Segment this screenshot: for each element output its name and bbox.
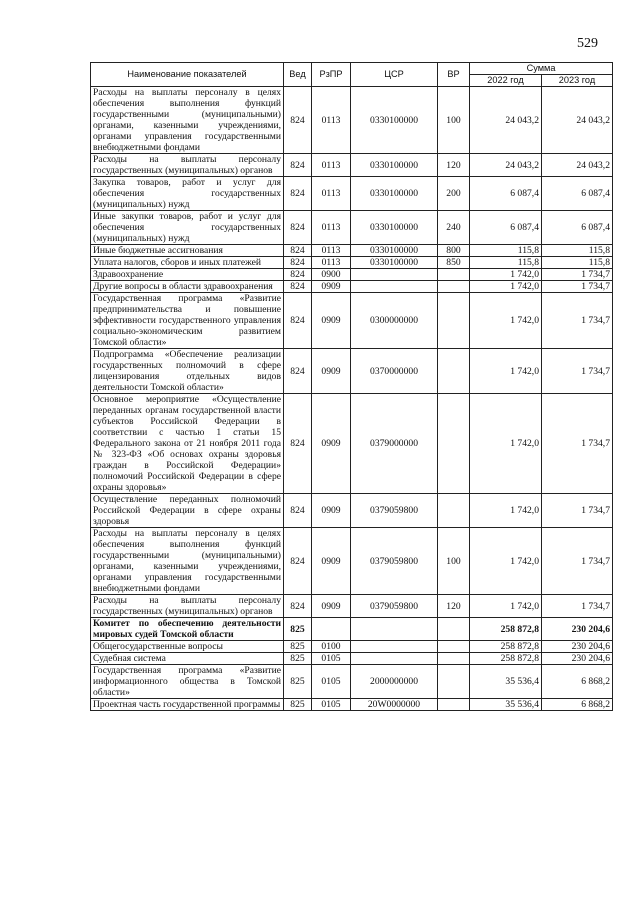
row-vr: 100 [438, 87, 470, 154]
row-csr: 0379000000 [351, 394, 438, 494]
header-year-2022: 2022 год [470, 75, 542, 87]
row-name: Иные бюджетные ассигнования [91, 245, 284, 257]
row-sum-2022: 35 536,4 [470, 699, 542, 711]
row-rzpr [312, 618, 351, 641]
row-vr: 240 [438, 211, 470, 245]
row-csr: 0379059800 [351, 494, 438, 528]
row-ved: 825 [284, 653, 312, 665]
row-sum-2023: 230 204,6 [542, 641, 613, 653]
row-sum-2022: 258 872,8 [470, 653, 542, 665]
row-csr [351, 641, 438, 653]
table-body [91, 87, 613, 711]
row-rzpr: 0909 [312, 595, 351, 618]
row-csr: 0300000000 [351, 293, 438, 349]
table-row [91, 494, 613, 528]
row-sum-2023: 6 087,4 [542, 211, 613, 245]
row-ved: 824 [284, 595, 312, 618]
row-ved: 824 [284, 528, 312, 595]
row-name: Общегосударственные вопросы [91, 641, 284, 653]
row-rzpr: 0909 [312, 349, 351, 394]
row-name: Государственная программа «Развитие информационного общества в Томской области» [91, 665, 284, 699]
row-sum-2022: 35 536,4 [470, 665, 542, 699]
row-ved: 824 [284, 269, 312, 281]
row-rzpr: 0909 [312, 281, 351, 293]
row-sum-2022: 1 742,0 [470, 528, 542, 595]
row-sum-2022: 1 742,0 [470, 494, 542, 528]
row-rzpr: 0105 [312, 653, 351, 665]
row-rzpr: 0113 [312, 257, 351, 269]
row-csr [351, 281, 438, 293]
row-csr: 0330100000 [351, 257, 438, 269]
row-vr [438, 494, 470, 528]
row-sum-2022: 1 742,0 [470, 269, 542, 281]
table-row [91, 269, 613, 281]
row-csr [351, 269, 438, 281]
page-number: 529 [577, 36, 598, 51]
row-ved: 824 [284, 494, 312, 528]
table-row [91, 595, 613, 618]
row-rzpr: 0909 [312, 528, 351, 595]
row-sum-2022: 1 742,0 [470, 595, 542, 618]
row-name: Закупка товаров, работ и услуг для обеспечения государственных (муниципальных) нужд [91, 177, 284, 211]
row-name: Здравоохранение [91, 269, 284, 281]
row-ved: 825 [284, 618, 312, 641]
row-sum-2022: 115,8 [470, 245, 542, 257]
row-sum-2022: 1 742,0 [470, 349, 542, 394]
header-vr: ВР [438, 63, 470, 87]
row-csr: 0330100000 [351, 177, 438, 211]
row-sum-2023: 1 734,7 [542, 349, 613, 394]
row-rzpr: 0113 [312, 245, 351, 257]
table-row [91, 154, 613, 177]
table-row [91, 653, 613, 665]
table-row [91, 699, 613, 711]
row-name: Судебная система [91, 653, 284, 665]
row-rzpr: 0113 [312, 87, 351, 154]
row-ved: 824 [284, 87, 312, 154]
row-rzpr: 0113 [312, 154, 351, 177]
row-csr: 0330100000 [351, 154, 438, 177]
row-rzpr: 0909 [312, 293, 351, 349]
row-vr [438, 641, 470, 653]
row-sum-2022: 115,8 [470, 257, 542, 269]
row-vr: 120 [438, 154, 470, 177]
row-rzpr: 0909 [312, 494, 351, 528]
row-ved: 824 [284, 211, 312, 245]
row-rzpr: 0900 [312, 269, 351, 281]
row-sum-2023: 1 734,7 [542, 394, 613, 494]
table-row [91, 245, 613, 257]
row-vr [438, 618, 470, 641]
row-ved: 825 [284, 699, 312, 711]
row-name: Другие вопросы в области здравоохранения [91, 281, 284, 293]
row-sum-2023: 230 204,6 [542, 653, 613, 665]
row-ved: 824 [284, 177, 312, 211]
row-csr: 0330100000 [351, 87, 438, 154]
row-csr: 0370000000 [351, 349, 438, 394]
row-vr [438, 269, 470, 281]
row-name: Основное мероприятие «Осуществление переданных органам государственной власти субъектов Российской Федерации в соответствии с частью 1 статьи 15 Федерального закона от 21 ноября 2011 года № 323-ФЗ «Об основах охраны здоровья граждан в Российской Федерации» полномочий Российской Федерации в сфере охраны здоровья» [91, 394, 284, 494]
row-csr: 0330100000 [351, 211, 438, 245]
row-sum-2023: 6 868,2 [542, 665, 613, 699]
row-vr [438, 349, 470, 394]
row-sum-2022: 258 872,8 [470, 618, 542, 641]
row-sum-2023: 115,8 [542, 257, 613, 269]
table-row [91, 618, 613, 641]
row-name: Расходы на выплаты персоналу государственных (муниципальных) органов [91, 595, 284, 618]
row-ved: 825 [284, 665, 312, 699]
header-rzpr: РзПР [312, 63, 351, 87]
table-row [91, 257, 613, 269]
row-sum-2023: 1 734,7 [542, 528, 613, 595]
row-sum-2023: 24 043,2 [542, 87, 613, 154]
row-name: Государственная программа «Развитие предпринимательства и повышение эффективности государственного управления социально-экономическим развитием Томской области» [91, 293, 284, 349]
header-csr: ЦСР [351, 63, 438, 87]
row-sum-2022: 6 087,4 [470, 211, 542, 245]
row-name: Расходы на выплаты персоналу в целях обеспечения выполнения функций государственными (муниципальными) органами, казенными учреждениями, органами управления государственными внебюджетными фондами [91, 528, 284, 595]
row-sum-2022: 24 043,2 [470, 154, 542, 177]
row-name: Проектная часть государственной программы [91, 699, 284, 711]
row-rzpr: 0113 [312, 211, 351, 245]
row-name: Осуществление переданных полномочий Российской Федерации в сфере охраны здоровья [91, 494, 284, 528]
row-sum-2023: 24 043,2 [542, 154, 613, 177]
row-vr [438, 653, 470, 665]
row-ved: 824 [284, 257, 312, 269]
table-row [91, 641, 613, 653]
row-rzpr: 0113 [312, 177, 351, 211]
row-vr: 850 [438, 257, 470, 269]
row-sum-2023: 1 734,7 [542, 595, 613, 618]
table-row [91, 349, 613, 394]
row-ved: 824 [284, 394, 312, 494]
table-row [91, 87, 613, 154]
header-sum: Сумма [470, 63, 613, 75]
row-vr: 800 [438, 245, 470, 257]
row-ved: 824 [284, 293, 312, 349]
table-row [91, 281, 613, 293]
row-vr: 100 [438, 528, 470, 595]
row-name: Расходы на выплаты персоналу в целях обеспечения выполнения функций государственными (муниципальными) органами, казенными учреждениями, органами управления государственными внебюджетными фондами [91, 87, 284, 154]
row-sum-2023: 1 734,7 [542, 293, 613, 349]
row-vr [438, 665, 470, 699]
table-row [91, 293, 613, 349]
header-year-2023: 2023 год [542, 75, 613, 87]
row-name: Уплата налогов, сборов и иных платежей [91, 257, 284, 269]
row-name: Подпрограмма «Обеспечение реализации государственных полномочий в сфере лицензирования отдельных видов деятельности Томской области» [91, 349, 284, 394]
row-rzpr: 0105 [312, 665, 351, 699]
row-rzpr: 0105 [312, 699, 351, 711]
header-ved: Вед [284, 63, 312, 87]
row-sum-2023: 1 734,7 [542, 494, 613, 528]
row-sum-2022: 24 043,2 [470, 87, 542, 154]
row-ved: 824 [284, 154, 312, 177]
row-vr [438, 281, 470, 293]
row-sum-2023: 6 087,4 [542, 177, 613, 211]
budget-table [90, 62, 613, 711]
row-name: Расходы на выплаты персоналу государственных (муниципальных) органов [91, 154, 284, 177]
row-sum-2023: 1 734,7 [542, 269, 613, 281]
row-csr [351, 653, 438, 665]
row-sum-2022: 1 742,0 [470, 293, 542, 349]
row-sum-2023: 230 204,6 [542, 618, 613, 641]
row-csr: 2000000000 [351, 665, 438, 699]
row-csr: 20W0000000 [351, 699, 438, 711]
row-csr: 0330100000 [351, 245, 438, 257]
row-vr: 120 [438, 595, 470, 618]
row-name: Иные закупки товаров, работ и услуг для обеспечения государственных (муниципальных) нужд [91, 211, 284, 245]
row-vr: 200 [438, 177, 470, 211]
table-row [91, 665, 613, 699]
row-csr: 0379059800 [351, 595, 438, 618]
table-row [91, 211, 613, 245]
row-vr [438, 699, 470, 711]
row-ved: 824 [284, 281, 312, 293]
row-sum-2023: 1 734,7 [542, 281, 613, 293]
row-ved: 825 [284, 641, 312, 653]
row-sum-2022: 1 742,0 [470, 394, 542, 494]
row-name: Комитет по обеспечению деятельности мировых судей Томской области [91, 618, 284, 641]
row-ved: 824 [284, 349, 312, 394]
row-sum-2022: 258 872,8 [470, 641, 542, 653]
row-ved: 824 [284, 245, 312, 257]
row-vr [438, 293, 470, 349]
row-sum-2022: 1 742,0 [470, 281, 542, 293]
table-header-row [91, 63, 613, 75]
row-sum-2023: 115,8 [542, 245, 613, 257]
row-vr [438, 394, 470, 494]
row-sum-2022: 6 087,4 [470, 177, 542, 211]
row-csr: 0379059800 [351, 528, 438, 595]
row-rzpr: 0909 [312, 394, 351, 494]
header-name: Наименование показателей [91, 63, 284, 87]
table-row [91, 177, 613, 211]
table-row [91, 528, 613, 595]
table-row [91, 394, 613, 494]
row-sum-2023: 6 868,2 [542, 699, 613, 711]
row-rzpr: 0100 [312, 641, 351, 653]
row-csr [351, 618, 438, 641]
